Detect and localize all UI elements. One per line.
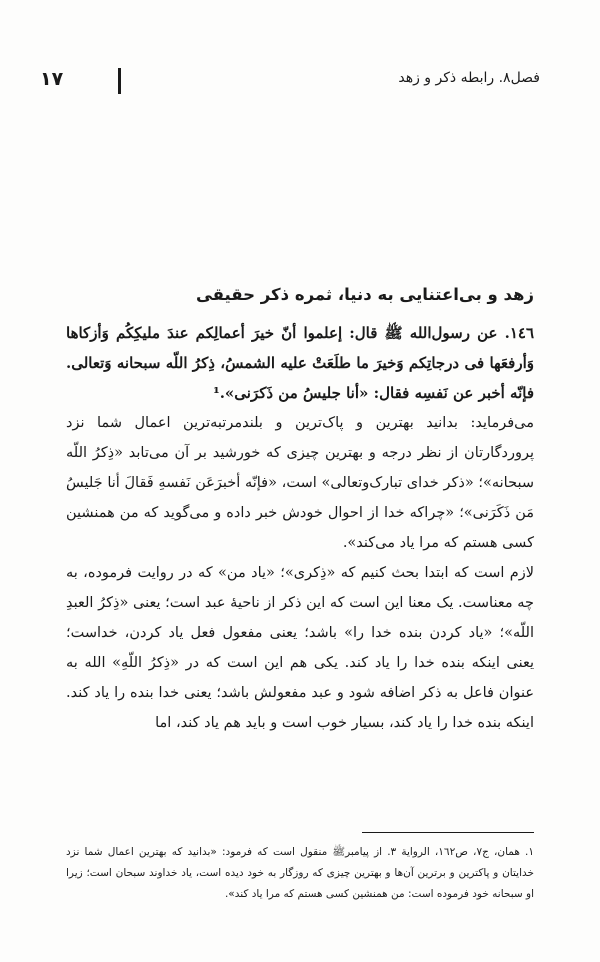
hadith-paragraph: ۱٤٦. عن رسول‌الله ﷺ قال: إعلموا أنّ خیرَ أعمالِکم عندَ ملیکِکُم وَأزکاها وَأرفعَها فی درجاتِکم وَخیرَ ما طلَعَتْ علیه الشمسُ، ذِکرُ اللّه سبحانه وَتعالی. فإنّه أخبر عن نَفسِه فقال: «أنا جلیسُ من ذَکرَنی».¹ [66, 324, 534, 402]
header-divider [118, 68, 121, 94]
footnote: ۱. همان، ج۷، ص۱٦۲، الروایة ۳. از پیامبرﷺ منقول است که فرمود: «بدانید که بهترین اعمال شما نزد خدایتان و پاکترین و برترین آن‌ها و بهترین چیزی که روزگار به خود دیده است، یاد خداوند سبحان است؛ زیرا او سبحانه خود فرموده است: من همنشین کسی هستم که مرا یاد کند». [66, 846, 535, 900]
section-title: زهد و بی‌اعتنایی به دنیا، ثمره ذکر حقیقی [195, 285, 534, 304]
page-number: ۱۷ [40, 68, 64, 90]
body-paragraph: لازم است که ابتدا بحث کنیم که «ذِکری»؛ «یاد من» که در روایت فرموده، به چه معناست. یک معنا این است که این ذکر از ناحیهٔ عبد است؛ یعنی «ذِکرُ العبدِ اللّه»؛ «یاد کردن بنده خدا را» باشد؛ یعنی مفعول فعل یاد کردن، خداست؛ یعنی اینکه بنده خدا را یاد کند. یکی هم این است که در «ذِکرُ اللّهِ» الله به عنوان فاعل به ذکر اضافه شود و عبد مفعولش باشد؛ یعنی خدا بنده را یاد کند. اینکه بنده خدا را یاد کند، بسیار خوب است و باید هم یاد کند، اما [66, 565, 534, 731]
page-header [40, 66, 540, 96]
footnote-separator [362, 832, 534, 833]
body-paragraph: می‌فرماید: بدانید بهترین و پاک‌ترین و بلندمرتبه‌ترین اعمال شما نزد پروردگارتان از نظر درجه و بهترین چیزی که خورشید بر آن می‌تابد «ذِکرُ اللّه سبحانه»؛ «ذکر خدای تبارک‌وتعالی» است، «فإنّه أخبرَعَن نَفسهِ فَقالَ أنا جَلیسُ مَن ذَکَرَنی»؛ «چراکه خدا از احوال خودش خبر داده و می‌گوید که من همنشین کسی هستم که مرا یاد می‌کند». [66, 415, 534, 551]
chapter-title: فصل۸. رابطه ذکر و زهد [398, 70, 540, 86]
page-content [66, 285, 534, 738]
